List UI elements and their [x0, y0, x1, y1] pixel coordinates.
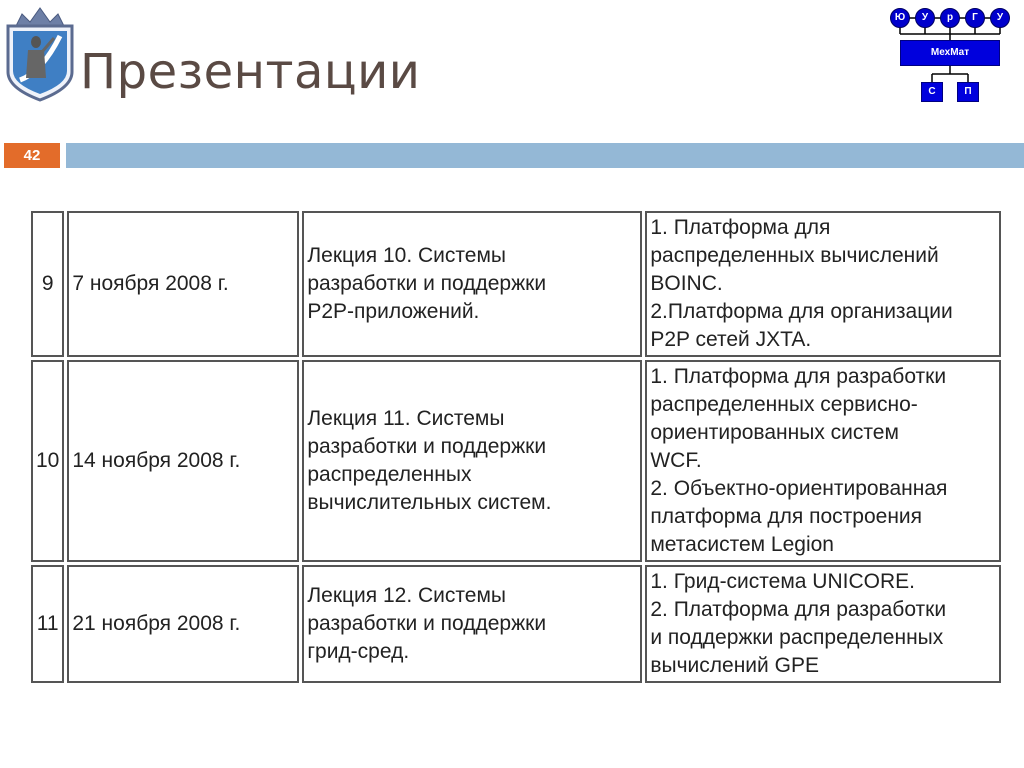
table-row [31, 360, 1001, 562]
row-number: 11 [31, 565, 64, 683]
page-title: Презентации [80, 44, 421, 100]
row-topics [645, 360, 1001, 562]
row-date: 21 ноября 2008 г. [67, 565, 299, 683]
row-date: 7 ноября 2008 г. [67, 211, 299, 357]
org-node-1: Ю [890, 8, 910, 28]
org-node-3: р [940, 8, 960, 28]
topic-line: распределенных вычислений [650, 244, 939, 267]
slide-number: 42 [4, 143, 60, 168]
table-row [31, 565, 1001, 683]
lecture-line: P2P-приложений. [307, 300, 480, 323]
lecture-line: распределенных [307, 463, 472, 486]
lecture-line: вычислительных систем. [307, 491, 552, 514]
lecture-line: разработки и поддержки [307, 272, 547, 295]
topic-line: WCF. [650, 449, 702, 472]
topic-line: 2. Объектно-ориентированная [650, 477, 948, 500]
table-row [31, 211, 1001, 357]
topic-line: вычислений GPE [650, 654, 819, 677]
row-number: 9 [31, 211, 64, 357]
topic-line: платформа для построения [650, 505, 923, 528]
org-node-5: У [990, 8, 1010, 28]
topic-line: BOINC. [650, 272, 723, 295]
topic-line: 2. Платформа для разработки [650, 598, 947, 621]
lecture-line: грид-сред. [307, 640, 410, 663]
org-box-s: С [921, 82, 943, 102]
lecture-line: разработки и поддержки [307, 435, 547, 458]
lecture-schedule-table [28, 208, 1004, 686]
lecture-line: Лекция 12. Системы [307, 584, 506, 607]
row-lecture [302, 565, 642, 683]
row-lecture [302, 360, 642, 562]
org-node-2: У [915, 8, 935, 28]
topic-line: и поддержки распределенных [650, 626, 944, 649]
row-lecture [302, 211, 642, 357]
shield-emblem-icon [2, 2, 78, 102]
org-box-mehmat: МехМат [900, 40, 1000, 66]
topic-line: 1. Платформа для [650, 216, 831, 239]
university-logo [2, 2, 78, 102]
topic-line: ориентированных систем [650, 421, 899, 444]
lecture-line: Лекция 11. Системы [307, 407, 505, 430]
faculty-org-chart [888, 4, 1016, 104]
topic-line: метасистем Legion [650, 533, 834, 556]
org-node-4: Г [965, 8, 985, 28]
row-topics [645, 565, 1001, 683]
row-topics [645, 211, 1001, 357]
topic-line: распределенных сервисно- [650, 393, 918, 416]
org-box-p: П [957, 82, 979, 102]
row-number: 10 [31, 360, 64, 562]
lecture-line: Лекция 10. Системы [307, 244, 506, 267]
topic-line: 1. Грид-система UNICORE. [650, 570, 915, 593]
lecture-line: разработки и поддержки [307, 612, 547, 635]
header-divider-bar [66, 143, 1024, 168]
row-date: 14 ноября 2008 г. [67, 360, 299, 562]
topic-line: 1. Платформа для разработки [650, 365, 947, 388]
topic-line: 2.Платформа для организации [650, 300, 953, 323]
topic-line: P2P сетей JXTA. [650, 328, 812, 351]
